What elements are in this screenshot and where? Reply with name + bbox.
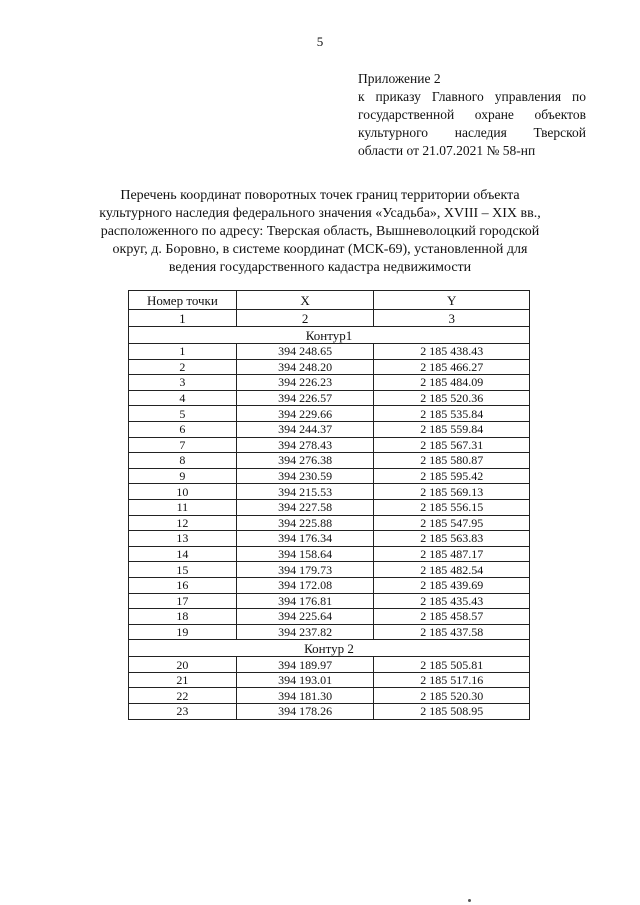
appendix-block	[358, 70, 586, 160]
y-coordinate-cell: 2 185 563.83	[374, 531, 530, 547]
table-row	[129, 704, 530, 720]
x-coordinate-cell: 394 276.38	[236, 453, 374, 469]
point-number-cell: 5	[129, 406, 237, 422]
point-number-cell: 12	[129, 515, 237, 531]
y-coordinate-cell: 2 185 559.84	[374, 421, 530, 437]
x-coordinate-cell: 394 179.73	[236, 562, 374, 578]
table-row	[129, 437, 530, 453]
title-line: Перечень координат поворотных точек границ территории объекта	[120, 188, 520, 203]
y-coordinate-cell: 2 185 556.15	[374, 499, 530, 515]
point-number-cell: 22	[129, 688, 237, 704]
coordinates-table	[128, 290, 530, 720]
table-row	[129, 531, 530, 547]
appendix-line: области от 21.07.2021 № 58-нп	[358, 143, 536, 158]
contour-header-row	[129, 327, 530, 344]
table-row	[129, 344, 530, 360]
point-number-cell: 4	[129, 390, 237, 406]
y-coordinate-cell: 2 185 435.43	[374, 593, 530, 609]
table-row	[129, 468, 530, 484]
x-coordinate-cell: 394 248.65	[236, 344, 374, 360]
point-number-cell: 8	[129, 453, 237, 469]
contour-label: Контур 2	[129, 640, 530, 657]
y-coordinate-cell: 2 185 438.43	[374, 344, 530, 360]
table-row	[129, 624, 530, 640]
y-coordinate-cell: 2 185 535.84	[374, 406, 530, 422]
table-row	[129, 453, 530, 469]
x-coordinate-cell: 394 225.88	[236, 515, 374, 531]
x-coordinate-cell: 394 244.37	[236, 421, 374, 437]
y-coordinate-cell: 2 185 520.30	[374, 688, 530, 704]
point-number-cell: 19	[129, 624, 237, 640]
x-coordinate-cell: 394 230.59	[236, 468, 374, 484]
table-row	[129, 406, 530, 422]
title-line: ведения государственного кадастра недвижимости	[168, 260, 472, 275]
appendix-line: культурного наследия Тверской	[358, 125, 586, 140]
x-coordinate-cell: 394 237.82	[236, 624, 374, 640]
table-row	[129, 657, 530, 673]
y-coordinate-cell: 2 185 484.09	[374, 375, 530, 391]
table-header-row	[129, 291, 530, 310]
table-row	[129, 672, 530, 688]
title-line: культурного наследия федерального значения «Усадьба», XVIII – XIX вв.,	[99, 206, 541, 221]
y-coordinate-cell: 2 185 439.69	[374, 577, 530, 593]
column-number-row	[129, 310, 530, 327]
appendix-line: государственной охране объектов	[358, 107, 586, 122]
x-coordinate-cell: 394 227.58	[236, 499, 374, 515]
table-row	[129, 515, 530, 531]
point-number-cell: 1	[129, 344, 237, 360]
table-row	[129, 375, 530, 391]
x-coordinate-cell: 394 193.01	[236, 672, 374, 688]
x-coordinate-cell: 394 226.57	[236, 390, 374, 406]
table-row	[129, 390, 530, 406]
y-coordinate-cell: 2 185 595.42	[374, 468, 530, 484]
y-coordinate-cell: 2 185 580.87	[374, 453, 530, 469]
table-row	[129, 421, 530, 437]
point-number-cell: 3	[129, 375, 237, 391]
title-line: расположенного по адресу: Тверская область, Вышневолоцкий городской	[100, 224, 540, 239]
x-coordinate-cell: 394 158.64	[236, 546, 374, 562]
x-coordinate-cell: 394 248.20	[236, 359, 374, 375]
y-coordinate-cell: 2 185 569.13	[374, 484, 530, 500]
table-row	[129, 359, 530, 375]
y-coordinate-cell: 2 185 520.36	[374, 390, 530, 406]
x-coordinate-cell: 394 278.43	[236, 437, 374, 453]
contour-label: Контур1	[129, 327, 530, 344]
appendix-line: к приказу Главного управления по	[358, 89, 586, 104]
y-coordinate-cell: 2 185 466.27	[374, 359, 530, 375]
table-row	[129, 499, 530, 515]
column-number: 1	[129, 310, 237, 327]
table-row	[129, 688, 530, 704]
x-coordinate-cell: 394 215.53	[236, 484, 374, 500]
appendix-line: Приложение 2	[358, 71, 441, 86]
column-number: 3	[374, 310, 530, 327]
table-row	[129, 593, 530, 609]
column-header-x: X	[236, 291, 374, 310]
y-coordinate-cell: 2 185 505.81	[374, 657, 530, 673]
point-number-cell: 9	[129, 468, 237, 484]
column-header-y: Y	[374, 291, 530, 310]
document-title	[60, 187, 580, 277]
point-number-cell: 20	[129, 657, 237, 673]
y-coordinate-cell: 2 185 437.58	[374, 624, 530, 640]
table-row	[129, 609, 530, 625]
page-number: 5	[316, 34, 324, 49]
x-coordinate-cell: 394 226.23	[236, 375, 374, 391]
point-number-cell: 7	[129, 437, 237, 453]
y-coordinate-cell: 2 185 567.31	[374, 437, 530, 453]
table-row	[129, 546, 530, 562]
y-coordinate-cell: 2 185 517.16	[374, 672, 530, 688]
x-coordinate-cell: 394 225.64	[236, 609, 374, 625]
point-number-cell: 16	[129, 577, 237, 593]
y-coordinate-cell: 2 185 547.95	[374, 515, 530, 531]
point-number-cell: 13	[129, 531, 237, 547]
contour-header-row	[129, 640, 530, 657]
x-coordinate-cell: 394 176.34	[236, 531, 374, 547]
column-number: 2	[236, 310, 374, 327]
x-coordinate-cell: 394 181.30	[236, 688, 374, 704]
x-coordinate-cell: 394 189.97	[236, 657, 374, 673]
title-line: округ, д. Боровно, в системе координат (МСК-69), установленной для	[112, 242, 528, 257]
point-number-cell: 6	[129, 421, 237, 437]
table-row	[129, 484, 530, 500]
point-number-cell: 2	[129, 359, 237, 375]
y-coordinate-cell: 2 185 458.57	[374, 609, 530, 625]
y-coordinate-cell: 2 185 508.95	[374, 704, 530, 720]
point-number-cell: 17	[129, 593, 237, 609]
x-coordinate-cell: 394 229.66	[236, 406, 374, 422]
point-number-cell: 11	[129, 499, 237, 515]
y-coordinate-cell: 2 185 487.17	[374, 546, 530, 562]
point-number-cell: 14	[129, 546, 237, 562]
column-header-point: Номер точки	[129, 291, 237, 310]
point-number-cell: 21	[129, 672, 237, 688]
table-row	[129, 577, 530, 593]
scan-speck	[468, 899, 471, 902]
point-number-cell: 15	[129, 562, 237, 578]
y-coordinate-cell: 2 185 482.54	[374, 562, 530, 578]
point-number-cell: 10	[129, 484, 237, 500]
point-number-cell: 23	[129, 704, 237, 720]
x-coordinate-cell: 394 178.26	[236, 704, 374, 720]
x-coordinate-cell: 394 176.81	[236, 593, 374, 609]
table-body	[129, 327, 530, 720]
point-number-cell: 18	[129, 609, 237, 625]
x-coordinate-cell: 394 172.08	[236, 577, 374, 593]
table-row	[129, 562, 530, 578]
